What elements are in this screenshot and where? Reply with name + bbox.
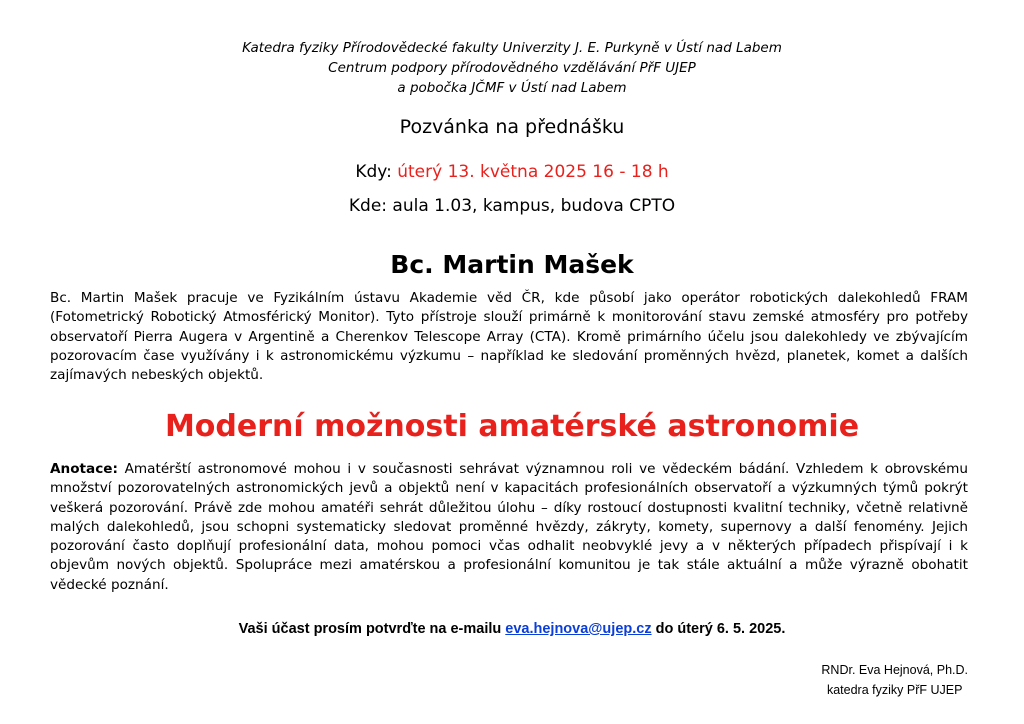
header-line-2: Centrum podpory přírodovědného vzdělávání PřF UJEP: [328, 60, 696, 76]
email-link[interactable]: eva.hejnova@ujep.cz: [505, 621, 652, 637]
rsvp-line: [0, 621, 1024, 637]
header-line-3: a pobočka JČMF v Ústí nad Labem: [397, 80, 627, 96]
rsvp-text-before: Vaši účast prosím potvrďte na e-mailu: [238, 621, 506, 637]
speaker-bio: Bc. Martin Mašek pracuje ve Fyzikálním ústavu Akademie věd ČR, kde působí jako operátor robotických dalekohledů FRAM (Fotometrický Robotický Atmosférický Monitor). Tyto přístroje slouží primárně k monitorování stavu zemské atmosféry pro potřeby observatoří Pierra Augera v Argentině a Cherenkov Telescope Array (CTA). Kromě primárního účelu jsou dalekohledy ve zbývajícím pozorovacím čase využívány i k astronomickému výzkumu – například ke sledování proměnných hvězd, planetek, komet a dalších zajímavých nebeských objektů.: [50, 290, 968, 384]
annotation: [50, 460, 968, 595]
annotation-text: Amatérští astronomové mohou i v současnosti sehrávat významnou roli ve vědeckém bádání. Vzhledem k obrovskému množství pozorovatelných astronomických jevů a objektů není v kapacitách profesionálních observatoří a výzkumných týmů pokrýt veškerá pozorování. Právě zde mohou amatéři sehrát důležitou úlohu – díky rostoucí dostupnosti kvalitní techniky, včetně relativně malých dalekohledů, jsou schopni systematicky sledovat proměnné hvězdy, zákryty, komety, supernovy a další fenomény. Jejich pozorování často doplňují profesionální data, mohou pomoci včas odhalit neobvyklé jevy a v některých případech přispívají i k objevům nových objektů. Spolupráce mezi amatérskou a profesionální komunitou je tak stále aktuální a může výrazně obohatit vědecké poznání.: [50, 461, 968, 593]
event-location: Kde: aula 1.03, kampus, budova CPTO: [348, 196, 676, 216]
signature-block: [821, 660, 968, 700]
signature-dept: katedra fyziky PřF UJEP: [826, 683, 963, 697]
date-value: úterý 13. května 2025 16 - 18 h: [397, 162, 669, 182]
annotation-label: Anotace:: [50, 461, 118, 477]
signature-name: RNDr. Eva Hejnová, Ph.D.: [821, 663, 968, 677]
speaker-name: Bc. Martin Mašek: [390, 250, 634, 279]
lecture-title: Moderní možnosti amatérské astronomie: [164, 409, 860, 444]
page-title: Pozvánka na přednášku: [399, 116, 625, 138]
organizer-header: [0, 38, 1024, 98]
event-date: [0, 162, 1024, 182]
rsvp-text-after: do úterý 6. 5. 2025.: [651, 621, 786, 637]
date-label: Kdy:: [355, 162, 398, 182]
header-line-1: Katedra fyziky Přírodovědecké fakulty Univerzity J. E. Purkyně v Ústí nad Labem: [242, 40, 782, 56]
